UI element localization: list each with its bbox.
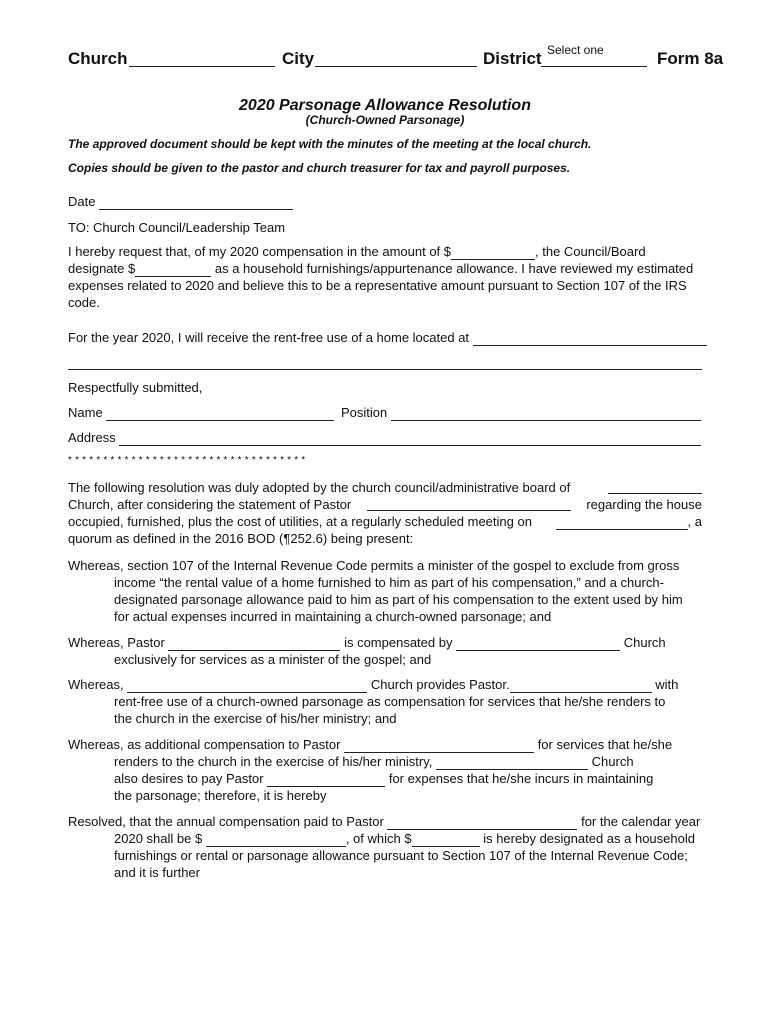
section-separator: * * * * * * * * * * * * * * * * * * * * * * * * * * * * * * * * * *	[68, 455, 306, 466]
resolved	[68, 813, 708, 881]
whereas-3-church-input[interactable]	[127, 678, 367, 693]
church-label: Church	[68, 49, 128, 68]
home-row	[68, 329, 707, 346]
instruction-1: The approved document should be kept with the minutes of the meeting at the local church.	[68, 137, 592, 151]
intro-pastor-input[interactable]	[367, 496, 571, 511]
whereas-2-text-1: Whereas, Pastor	[68, 635, 165, 650]
intro-text-6: quorum as defined in the 2016 BOD (¶252.6) being present:	[68, 531, 414, 546]
whereas-2-church-input[interactable]	[456, 636, 620, 651]
to-line: TO: Church Council/Leadership Team	[68, 220, 286, 235]
resolution-intro	[68, 479, 702, 547]
city-input[interactable]	[315, 52, 477, 67]
resolved-text-2: for the calendar year	[581, 814, 701, 829]
date-label: Date	[68, 194, 96, 209]
date-row	[68, 193, 293, 210]
name-label: Name	[68, 405, 103, 420]
whereas-4-text-1: Whereas, as additional compensation to Pastor	[68, 737, 341, 752]
whereas-3-text-2: Church provides Pastor.	[370, 677, 510, 692]
district-label: District	[483, 49, 542, 68]
submitted-label: Respectfully submitted,	[68, 380, 203, 395]
whereas-2-pastor-input[interactable]	[168, 636, 340, 651]
intro-text-2: Church, after considering the statement of Pastor	[68, 497, 352, 512]
whereas-4-text-2: for services that he/she	[537, 737, 673, 752]
resolved-line-4: and it is further	[114, 865, 200, 880]
whereas-3-line-3: the church in the exercise of his/her ministry; and	[114, 711, 397, 726]
name-input[interactable]	[106, 406, 334, 421]
resolved-total-input[interactable]	[206, 832, 346, 847]
intro-text-1: The following resolution was duly adopted by the church council/administrative board of	[68, 480, 571, 495]
instruction-2: Copies should be given to the pastor and church treasurer for tax and payroll purposes.	[68, 161, 571, 175]
home-location-input[interactable]	[473, 331, 707, 346]
date-input[interactable]	[99, 195, 293, 210]
whereas-1-line-2: income “the rental value of a home furnished to him as part of his compensation,” and a church-	[114, 575, 664, 590]
request-text-1: I hereby request that, of my 2020 compensation in the amount of $	[68, 244, 452, 259]
whereas-1-line-3: designated parsonage allowance paid to him as part of his compensation to the extent used by him	[114, 592, 683, 607]
church-input[interactable]	[129, 52, 275, 67]
request-text-2: , the Council/Board	[535, 244, 646, 259]
board-church-input[interactable]	[608, 479, 702, 494]
home-location-input-line2[interactable]	[68, 355, 702, 370]
title-main: 2020 Parsonage Allowance Resolution	[239, 97, 531, 114]
name-row	[68, 404, 334, 421]
whereas-4-text-6: for expenses that he/she incurs in maintaining	[388, 771, 654, 786]
whereas-3	[68, 676, 708, 727]
home-label: For the year 2020, I will receive the rent-free use of a home located at	[68, 330, 470, 345]
request-paragraph	[68, 243, 708, 311]
whereas-2	[68, 634, 708, 668]
designate-amount-input[interactable]	[135, 262, 211, 277]
whereas-1-line-1: Whereas, section 107 of the Internal Revenue Code permits a minister of the gospel to exclude from gross	[68, 558, 680, 573]
whereas-4-church-input[interactable]	[436, 755, 588, 770]
address-input[interactable]	[119, 431, 701, 446]
whereas-2-line-2: exclusively for services as a minister of the gospel; and	[114, 652, 432, 667]
resolved-text-1: Resolved, that the annual compensation paid to Pastor	[68, 814, 384, 829]
whereas-3-line-2: rent-free use of a church-owned parsonage as compensation for services that he/she renders to	[114, 694, 666, 709]
whereas-1-line-4: for actual expenses incurred in maintaining a church-owned parsonage; and	[114, 609, 552, 624]
resolved-text-3: 2020 shall be $	[114, 831, 203, 846]
resolved-text-5: is hereby designated as a household	[483, 831, 695, 846]
request-text-4: as a household furnishings/appurtenance allowance. I have reviewed my estimated	[214, 261, 694, 276]
whereas-1	[68, 557, 708, 625]
resolved-allowance-input[interactable]	[412, 832, 480, 847]
whereas-3-pastor-input[interactable]	[510, 678, 652, 693]
resolved-pastor-input[interactable]	[387, 815, 577, 830]
request-text-5: expenses related to 2020 and believe this to be a representative amount pursuant to Section 107 of the IRS	[68, 278, 687, 293]
compensation-amount-input[interactable]	[451, 245, 535, 260]
resolved-text-4: , of which $	[345, 831, 412, 846]
whereas-4-line-4: the parsonage; therefore, it is hereby	[114, 788, 327, 803]
district-select[interactable]	[541, 42, 647, 67]
resolved-line-3: furnishings or rental or parsonage allowance pursuant to Section 107 of the Internal Revenue Code;	[114, 848, 688, 863]
whereas-3-text-3: with	[655, 677, 679, 692]
position-label: Position	[341, 405, 388, 420]
whereas-2-text-2: is compensated by	[344, 635, 453, 650]
whereas-4-pastor-input[interactable]	[344, 738, 534, 753]
whereas-4	[68, 736, 708, 804]
request-text-6: code.	[68, 295, 100, 310]
page-subtitle	[0, 113, 770, 127]
whereas-4-text-3: renders to the church in the exercise of his/her ministry,	[114, 754, 433, 769]
city-label: City	[282, 49, 315, 68]
request-text-3: designate $	[68, 261, 136, 276]
intro-text-5: , a	[687, 514, 702, 529]
whereas-2-text-3: Church	[623, 635, 666, 650]
address-label: Address	[68, 430, 116, 445]
intro-text-3: regarding the house	[586, 497, 702, 512]
whereas-3-text-1: Whereas,	[68, 677, 124, 692]
whereas-4-text-4: Church	[591, 754, 634, 769]
intro-text-4: occupied, furnished, plus the cost of utilities, at a regularly scheduled meeting on	[68, 514, 532, 529]
position-input[interactable]	[391, 406, 701, 421]
meeting-date-input[interactable]	[556, 515, 688, 530]
position-row	[341, 404, 701, 421]
whereas-4-pay-pastor-input[interactable]	[267, 772, 385, 787]
whereas-4-text-5: also desires to pay Pastor	[114, 771, 264, 786]
address-row	[68, 429, 701, 446]
form-id: Form 8a	[657, 49, 724, 68]
title-sub: (Church-Owned Parsonage)	[305, 113, 465, 127]
district-select-placeholder: Select one	[547, 43, 604, 57]
